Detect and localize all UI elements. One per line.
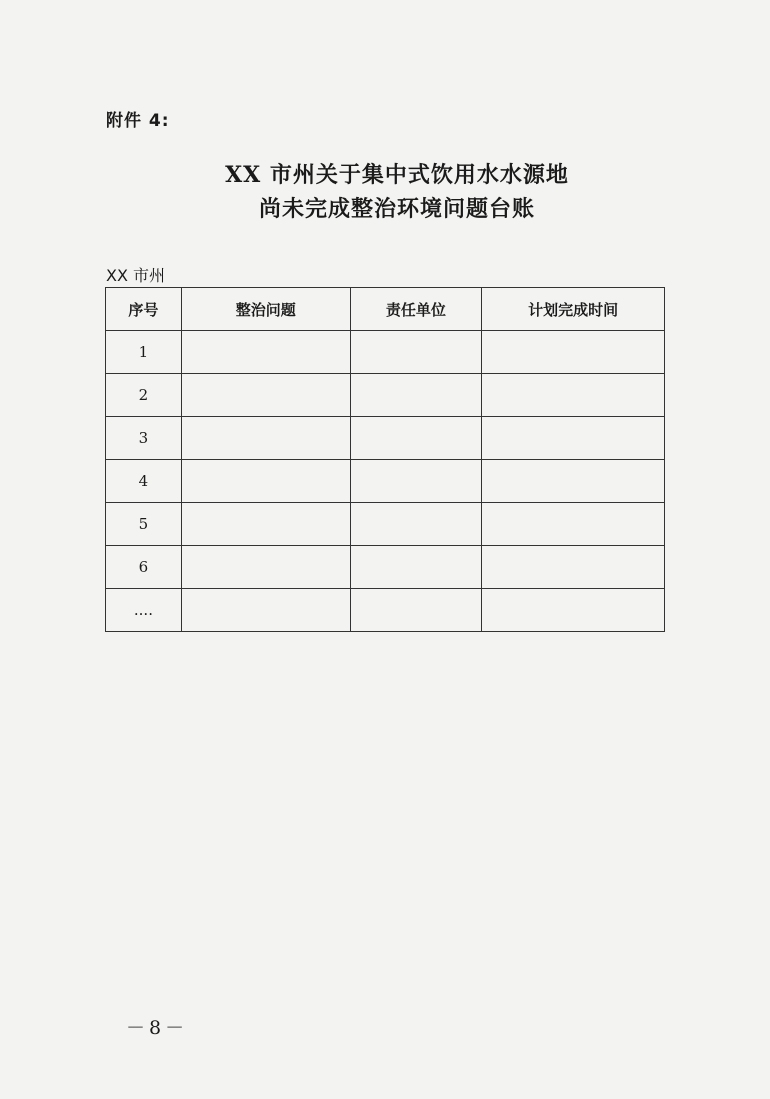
row-unit [350,374,482,417]
row-unit [350,589,482,632]
row-serial: 6 [106,546,182,589]
table-row [106,546,665,589]
row-deadline [482,546,665,589]
row-deadline [482,374,665,417]
header-responsible-unit: 责任单位 [350,288,482,331]
document-title [0,158,770,226]
row-serial: 2 [106,374,182,417]
row-serial: .... [106,589,182,632]
row-serial: 1 [106,331,182,374]
row-unit [350,417,482,460]
title-line-1: XX 市州关于集中式饮用水水源地 [225,162,569,188]
row-deadline [482,589,665,632]
row-unit [350,503,482,546]
attachment-label: 附件 4: [106,111,170,131]
row-issue [181,460,350,503]
header-planned-completion: 计划完成时间 [482,288,665,331]
page-number: －8－ [126,1017,189,1039]
table-row [106,331,665,374]
table-row [106,460,665,503]
row-unit [350,460,482,503]
row-deadline [482,503,665,546]
row-issue [181,331,350,374]
table-row [106,503,665,546]
header-rectification-issue: 整治问题 [181,288,350,331]
row-issue [181,417,350,460]
row-deadline [482,331,665,374]
row-unit [350,331,482,374]
row-serial: 3 [106,417,182,460]
table-row [106,589,665,632]
title-line-2: 尚未完成整治环境问题台账 [258,196,535,222]
row-deadline [482,417,665,460]
row-unit [350,546,482,589]
row-deadline [482,460,665,503]
bleed-through-mark [620,116,625,136]
row-issue [181,374,350,417]
table-header-row [106,288,665,331]
row-serial: 5 [106,503,182,546]
row-issue [181,589,350,632]
row-issue [181,503,350,546]
issue-ledger-table [105,287,665,632]
region-label: XX 市州 [106,266,166,285]
table-row [106,374,665,417]
row-issue [181,546,350,589]
header-serial-number: 序号 [106,288,182,331]
table-row [106,417,665,460]
row-serial: 4 [106,460,182,503]
